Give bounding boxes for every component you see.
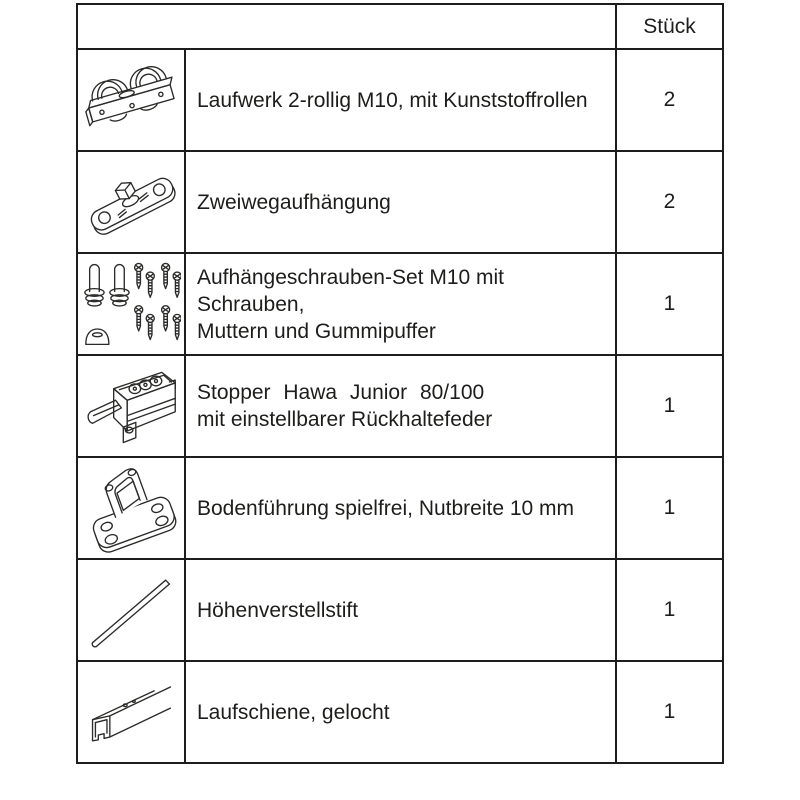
stueck-column-header: Stück <box>616 4 723 49</box>
parts-table <box>76 3 724 764</box>
part-image-cell <box>77 355 185 457</box>
trolley-2-rollers-image <box>81 53 181 147</box>
description-line: Laufschiene, gelocht <box>197 700 390 724</box>
table-row <box>77 49 723 151</box>
part-description <box>185 559 616 661</box>
part-image-cell <box>77 457 185 559</box>
table-row <box>77 661 723 763</box>
two-way-suspension-plate-image <box>81 155 181 249</box>
part-quantity: 1 <box>616 253 723 355</box>
table-row <box>77 151 723 253</box>
description-line: Höhenverstellstift <box>197 598 359 622</box>
table-header-row <box>77 4 723 49</box>
running-track-image <box>81 665 181 759</box>
part-image-cell <box>77 49 185 151</box>
description-line: Laufwerk 2-rollig M10, mit Kunststoffrollen <box>197 88 588 112</box>
header-empty-cell <box>77 4 616 49</box>
part-quantity: 2 <box>616 151 723 253</box>
part-image-cell <box>77 559 185 661</box>
table-row <box>77 559 723 661</box>
suspension-screw-set-image <box>81 257 181 351</box>
part-quantity: 1 <box>616 457 723 559</box>
stopper-image <box>81 359 181 453</box>
description-line: mit einstellbarer Rückhaltefeder <box>197 408 493 431</box>
part-description <box>185 355 616 457</box>
part-quantity: 1 <box>616 559 723 661</box>
part-description <box>185 661 616 763</box>
part-image-cell <box>77 253 185 355</box>
part-image-cell <box>77 661 185 763</box>
part-description <box>185 151 616 253</box>
part-quantity: 2 <box>616 49 723 151</box>
part-image-cell <box>77 151 185 253</box>
floor-guide-image <box>81 461 181 555</box>
part-description <box>185 457 616 559</box>
description-line: Zweiwegaufhängung <box>197 190 391 214</box>
part-description <box>185 253 616 355</box>
table-row <box>77 355 723 457</box>
part-quantity: 1 <box>616 661 723 763</box>
description-line: Stopper Hawa Junior 80/100 <box>197 381 485 404</box>
part-quantity: 1 <box>616 355 723 457</box>
description-line: Aufhängeschrauben-Set M10 mit Schrauben, <box>197 265 505 316</box>
height-adjustment-pin-image <box>81 563 181 657</box>
description-line: Bodenführung spielfrei, Nutbreite 10 mm <box>197 496 575 520</box>
description-line: Muttern und Gummipuffer <box>197 319 436 343</box>
part-description <box>185 49 616 151</box>
table-row <box>77 457 723 559</box>
table-row <box>77 253 723 355</box>
